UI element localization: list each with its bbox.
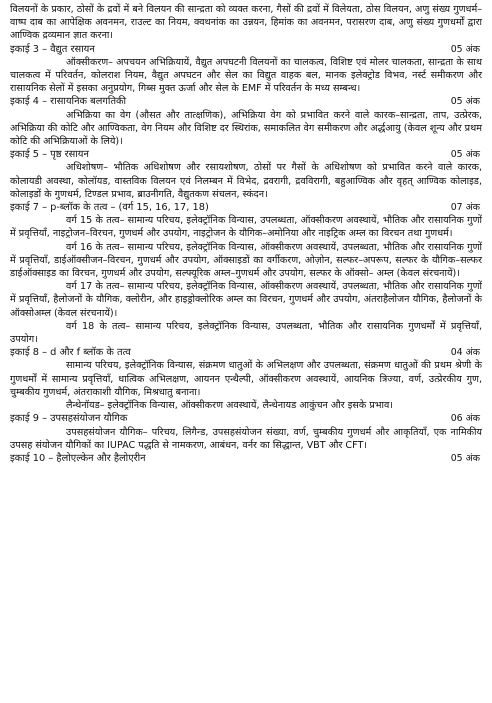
- unit-4-title: इकाई 4 – रासायनिक बलगतिकी: [10, 96, 127, 108]
- unit-9-content: उपसहसंयोजन यौगिक– परिचय, लिगैन्ड, उपसहसंयोजन संख्या, वर्ण, चुम्बकीय गुणधर्म और आकृतियाँ, एक नामिकीय उपसह संयोजन यौगिकों का IUPAC पद्धति से नामकरण, आबंधन, वर्नर का सिद्धान्त, VBT और CFT।: [10, 426, 482, 451]
- unit-5-marks: 05 अंक: [450, 149, 480, 161]
- unit-8-content: सामान्य परिचय, इलेक्ट्रॉनिक विन्यास, संक्रमण धातुओं के अभिलक्षण और उपलब्धता, संक्रमण धातुओं की प्रथम श्रेणी के गुणधर्मों में सामान्य प्रवृत्तियाँ, धात्विक अभिलक्षण, आयनन एन्थैल्पी, ऑक्सीकरण अवस्थायें, आयनिक त्रिज्या, वर्ण, उत्प्रेरकीय गुण, चुम्बकीय गुणधर्म, अंतराकाशी यौगिक, मिश्रधातु बनाना।: [10, 360, 482, 398]
- unit-7-group-18: वर्ग 18 के तत्व– सामान्य परिचय, इलेक्ट्रॉनिक विन्यास, उपलब्धता, भौतिक और रासायनिक गुणधर्मों में प्रवृत्तियाँ, उपयोग।: [10, 320, 482, 346]
- unit-5: [10, 148, 482, 201]
- unit-9: [10, 412, 482, 452]
- unit-7: [10, 201, 482, 346]
- unit-10-title: इकाई 10 – हैलोएल्केन और हैलोएरीन: [10, 452, 146, 464]
- unit-8-title: इकाई 8 – d और f ब्लॉक के तत्व: [10, 347, 131, 359]
- unit-3-marks: 05 अंक: [450, 43, 480, 55]
- unit-10: [10, 452, 482, 465]
- unit-8-marks: 04 अंक: [450, 347, 480, 359]
- unit-7-marks: 07 अंक: [450, 202, 480, 214]
- unit-3-title: इकाई 3 – वैद्युत रसायन: [10, 43, 95, 55]
- unit-3-content: ऑक्सीकरण– अपचयन अभिक्रियायें, वैद्युत अपघटनी विलयनों का चालकत्व, विशिष्ट एवं मोलर चालकता, सान्द्रता के साथ चालकत्व में परिवर्तन, कोलराश नियम, वैद्युत अपघटन और सेल का विद्युत वाहक बल, मानक इलेक्ट्रोड विभव, नर्स्ट समीकरण और रासायनिक सेलों में इसका अनुप्रयोग, गिब्स मुक्त ऊर्जा और सेल के EMF में परिवर्तन के मध्य सम्बन्ध।: [10, 56, 482, 95]
- unit-9-marks: 06 अंक: [450, 413, 480, 425]
- unit-7-group-15: वर्ग 15 के तत्व– सामान्य परिचय, इलेक्ट्रॉनिक विन्यास, उपलब्धता, ऑक्सीकरण अवस्थायें, भौतिक और रासायनिक गुणों में प्रवृत्तियाँ, नाइट्रोजन–विरचन, गुणधर्म और उपयोग, नाइट्रोजन के यौगिक–अमोनिया और नाइट्रिक अम्ल का विरचन तथा गुणधर्म।: [10, 215, 482, 240]
- unit-8-lanthanoids: लैन्थेनॉयड– इलेक्ट्रॉनिक विन्यास, ऑक्सीकरण अवस्थायें, लैन्थेनायड आकुंचन और इसके प्रभाव।: [66, 400, 393, 412]
- unit-4-marks: 05 अंक: [450, 96, 480, 108]
- unit-10-marks: 05 अंक: [450, 452, 480, 464]
- unit-8: [10, 346, 482, 412]
- unit-5-title: इकाई 5 – पृष्ठ रसायन: [10, 149, 89, 161]
- unit-4: [10, 95, 482, 148]
- unit-4-content: अभिक्रिया का वेग (औसत और तात्क्षणिक), अभिक्रिया वेग को प्रभावित करने वाले कारक–सान्द्रता, ताप, उत्प्रेरक, अभिक्रिया की कोटि और आण्विकता, वेग नियम और विशिष्ट दर स्थिरांक, समाकलित वेग समीकरण और अर्द्धआयु (केवल शून्य और प्रथम कोटि की अभिक्रियाओं के लिये)।: [10, 109, 482, 148]
- unit-3: [10, 43, 482, 96]
- unit-7-group-16: वर्ग 16 के तत्व– सामान्य परिचय, इलेक्ट्रॉनिक विन्यास, ऑक्सीकरण अवस्थायें, उपलब्धता, भौतिक और रासायनिक गुणों में प्रवृत्तियाँ, डाईऑक्सीजन–विरचन, गुणधर्म और उपयोग, ऑक्साइडों का वर्गीकरण, ओज़ोन, सल्फर–अपरूप, सल्फर के यौगिक–सल्फर डाईऑक्साइड का विरचन, गुणधर्म और उपयोग, सल्फ्यूरिक अम्ल–गुणधर्म और उपयोग, सल्फर के ऑक्सो– अम्ल (केवल संरचनायें)।: [10, 241, 482, 280]
- unit-5-content: अधिशोषण– भौतिक अधिशोषण और रसायशोषण, ठोसों पर गैसों के अधिशोषण को प्रभावित करने वाले कारक, कोलायडी अवस्था, कोलॉयड, वास्तविक विलयन एवं निलम्बन में विभेद, द्रवरागी, द्रवविरागी, बहुआण्विक और वृहत् आण्विक कोलाइड, कोलाइडों के गुणधर्म, टिण्डल प्रभाव, ब्राउनीगति, वैद्युतकण संचलन, स्कंदन।: [10, 162, 482, 200]
- intro-paragraph: विलयनों के प्रकार, ठोसों के द्रवों में बने विलयन की सान्द्रता को व्यक्त करना, गैसों की द्रवों में विलेयता, ठोस विलयन, अणु संख्य गुणधर्म–वाष्प दाब का आपेक्षिक अवनमन, राउल्ट का नियम, क्वथनांक का उन्नयन, हिमांक का अवनमन, परासरण दाब, अणु संख्य गुणधर्मों द्वारा आण्विक द्रव्यमान ज्ञात करना।: [10, 4, 482, 42]
- unit-9-title: इकाई 9 – उपसहसंयोजन यौगिक: [10, 413, 128, 425]
- unit-7-group-17: वर्ग 17 के तत्व– सामान्य परिचय, इलेक्ट्रॉनिक विन्यास, ऑक्सीकरण अवस्थायें, उपलब्धता, भौतिक और रासायनिक गुणों में प्रवृत्तियाँ, हैलोजनों के यौगिक, क्लोरीन, और हाइड्रोक्लोरिक अम्ल का विरचन, गुणधर्म और उपयोग, अंतराहैलोजन यौगिक, हैलोजनों के ऑक्सोअम्ल (केवल संरचनायें)।: [10, 281, 482, 319]
- unit-7-title: इकाई 7 – p-ब्लॉक के तत्व – (वर्ग 15, 16, 17, 18): [10, 202, 209, 214]
